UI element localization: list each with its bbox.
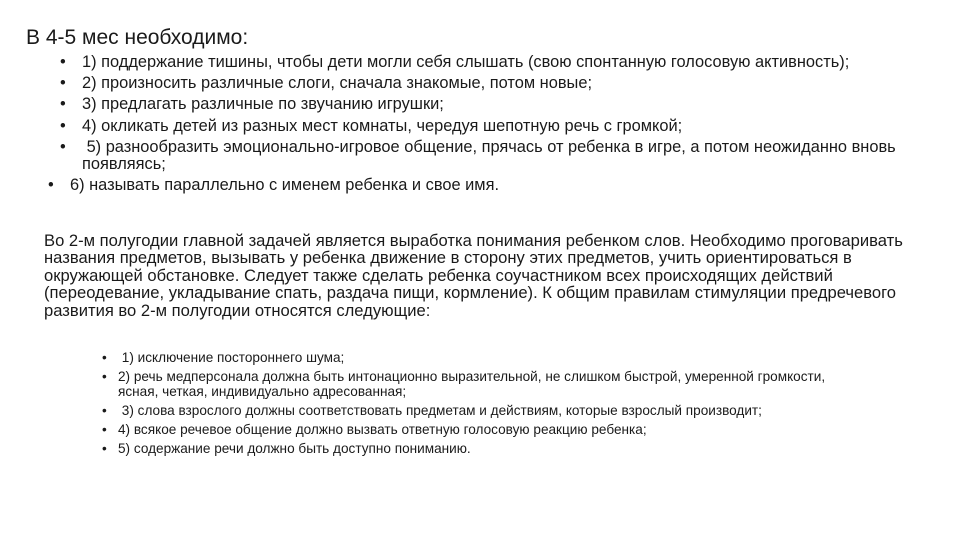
list-item bbox=[60, 139, 930, 173]
bullet-icon: • bbox=[60, 95, 66, 114]
list-item-text: 4) окликать детей из разных мест комнаты, чередуя шепотную речь с громкой; bbox=[82, 116, 683, 135]
list-item bbox=[102, 403, 862, 418]
bullet-icon: • bbox=[102, 403, 107, 418]
slide-title: В 4-5 мес необходимо: bbox=[26, 26, 249, 49]
list-item-text: 2) произносить различные слоги, сначала знакомые, потом новые; bbox=[82, 74, 592, 93]
list-item-text: 5) разнообразить эмоционально-игровое общение, прячась от ребенка в игре, а потом неожиданно вновь появляясь; bbox=[82, 137, 901, 174]
list-item bbox=[60, 75, 930, 92]
list-item-text: 1) исключение постороннего шума; bbox=[118, 350, 345, 365]
bullet-icon: • bbox=[102, 350, 107, 365]
list-item bbox=[102, 422, 862, 437]
bullet-icon: • bbox=[102, 422, 107, 437]
list-item-text: 6) называть параллельно с именем ребенка и свое имя. bbox=[70, 176, 499, 195]
list-item bbox=[60, 96, 930, 113]
bullet-icon: • bbox=[102, 369, 107, 384]
list-item bbox=[48, 177, 930, 194]
bullet-icon: • bbox=[60, 74, 66, 93]
bullet-icon: • bbox=[48, 176, 54, 195]
bullet-icon: • bbox=[102, 441, 107, 456]
list-item-text: 3) слова взрослого должны соответствовать предметам и действиям, которые взрослый производит; bbox=[118, 403, 762, 418]
list-item bbox=[102, 441, 862, 456]
bullet-icon: • bbox=[60, 53, 66, 71]
bullet-icon: • bbox=[60, 137, 66, 156]
list-item bbox=[60, 118, 930, 135]
list-item bbox=[60, 54, 930, 71]
list-item-text: 3) предлагать различные по звучанию игрушки; bbox=[82, 95, 444, 114]
second-half-year-paragraph: Во 2-м полугодии главной задачей является выработка понимания ребенком слов. Необходимо проговаривать названия предметов, вызывать у ребенка движение в сторону этих предметов, учить ориентироваться в окружающей обстановке. Следует также сделать ребенка соучастником всех происходящих действий (переодевание, укладывание спать, раздача пищи, кормление). К общим правилам стимуляции предречевого развития во 2-м полугодии относятся следующие: bbox=[44, 231, 903, 320]
list-item bbox=[102, 369, 862, 399]
list-item-text: 1) поддержание тишины, чтобы дети могли себя слышать (свою спонтанную голосовую активность); bbox=[82, 53, 850, 71]
list-4-5-months bbox=[48, 53, 930, 198]
list-item-text: 5) содержание речи должно быть доступно пониманию. bbox=[118, 441, 471, 456]
list-item-text: 2) речь медперсонала должна быть интонационно выразительной, не слишком быстрой, умеренной громкости, ясная, четкая, индивидуально адресованная; bbox=[118, 369, 826, 399]
list-item bbox=[102, 350, 862, 365]
list-item-text: 4) всякое речевое общение должно вызвать ответную голосовую реакцию ребенка; bbox=[118, 422, 647, 437]
bullet-icon: • bbox=[60, 116, 66, 135]
list-stimulation-rules bbox=[102, 350, 862, 460]
